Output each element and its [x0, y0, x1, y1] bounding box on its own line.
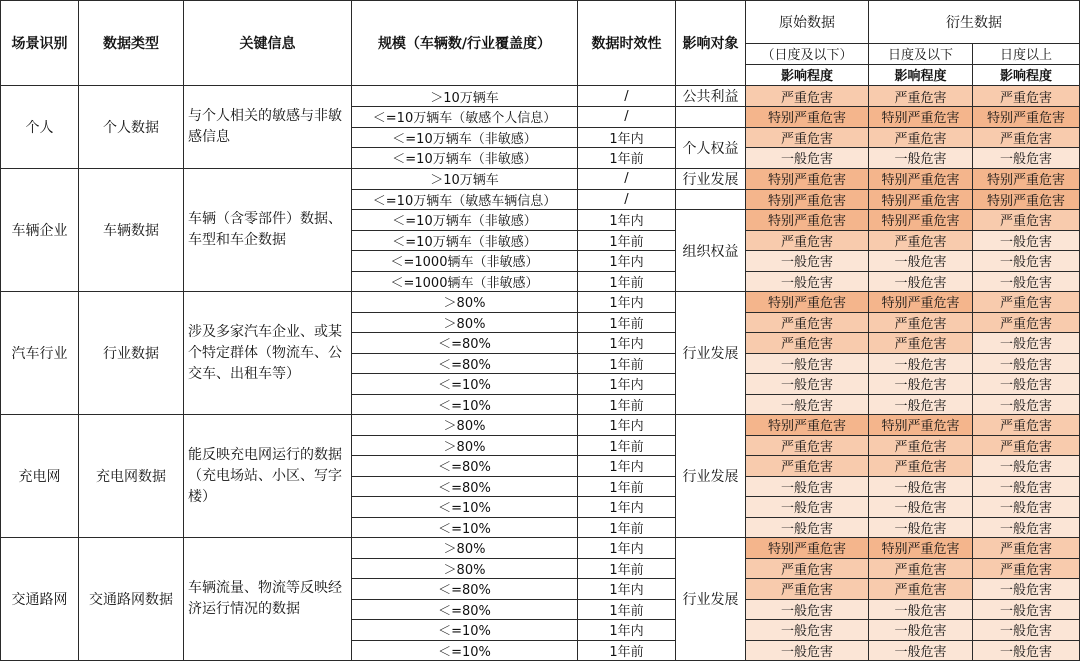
- scale-cell: ＜=1000辆车（非敏感）: [352, 251, 578, 272]
- scale-cell: ＞80%: [352, 558, 578, 579]
- impact-original-cell: 一般危害: [746, 599, 869, 620]
- table-row: [1, 168, 1080, 189]
- impact-original-cell: 特别严重危害: [746, 107, 869, 128]
- impact-derived-daily-below-cell: 特别严重危害: [869, 538, 973, 559]
- impact-original-cell: 一般危害: [746, 271, 869, 292]
- impact-derived-daily-above-cell: 一般危害: [973, 353, 1080, 374]
- timeliness-cell: 1年内: [578, 497, 676, 518]
- impact-original-cell: 特别严重危害: [746, 538, 869, 559]
- timeliness-cell: 1年前: [578, 476, 676, 497]
- impact-derived-daily-above-cell: 特别严重危害: [973, 107, 1080, 128]
- impact-original-cell: 特别严重危害: [746, 292, 869, 313]
- impact-original-cell: 特别严重危害: [746, 415, 869, 436]
- impact-derived-daily-above-cell: 一般危害: [973, 148, 1080, 169]
- timeliness-cell: 1年内: [578, 538, 676, 559]
- impact-derived-daily-below-cell: 特别严重危害: [869, 189, 973, 210]
- impact-derived-daily-below-cell: 一般危害: [869, 251, 973, 272]
- header-scale: 规模（车辆数/行业覆盖度）: [352, 1, 578, 86]
- timeliness-cell: 1年内: [578, 292, 676, 313]
- timeliness-cell: 1年内: [578, 251, 676, 272]
- scale-cell: ＜=1000辆车（非敏感）: [352, 271, 578, 292]
- header-timeliness: 数据时效性: [578, 1, 676, 86]
- scale-cell: ＜=10万辆车（非敏感）: [352, 210, 578, 231]
- timeliness-cell: /: [578, 107, 676, 128]
- scale-cell: ＜=80%: [352, 333, 578, 354]
- timeliness-cell: 1年前: [578, 271, 676, 292]
- scale-cell: ＞80%: [352, 312, 578, 333]
- impact-derived-daily-below-cell: 严重危害: [869, 558, 973, 579]
- header-key-info: 关键信息: [184, 1, 352, 86]
- scale-cell: ＜=80%: [352, 456, 578, 477]
- header-derived: 衍生数据: [869, 1, 1080, 44]
- scale-cell: ＞10万辆车: [352, 168, 578, 189]
- impact-derived-daily-below-cell: 严重危害: [869, 333, 973, 354]
- impact-derived-daily-below-cell: 一般危害: [869, 497, 973, 518]
- scale-cell: ＜=10万辆车（非敏感）: [352, 230, 578, 251]
- scale-cell: ＜=10%: [352, 640, 578, 661]
- impact-original-cell: 严重危害: [746, 312, 869, 333]
- key-info-cell: 与个人相关的敏感与非敏感信息: [184, 86, 352, 169]
- impact-derived-daily-above-cell: 一般危害: [973, 476, 1080, 497]
- impact-derived-daily-above-cell: 一般危害: [973, 394, 1080, 415]
- scene-cell: 个人: [1, 86, 79, 169]
- impact-derived-daily-below-cell: 一般危害: [869, 394, 973, 415]
- impact-derived-daily-above-cell: 一般危害: [973, 599, 1080, 620]
- timeliness-cell: 1年前: [578, 558, 676, 579]
- impact-derived-daily-below-cell: 严重危害: [869, 86, 973, 107]
- timeliness-cell: /: [578, 189, 676, 210]
- scale-cell: ＜=80%: [352, 476, 578, 497]
- scale-cell: ＞80%: [352, 538, 578, 559]
- impact-original-cell: 严重危害: [746, 579, 869, 600]
- scale-cell: ＜=10万辆车（非敏感）: [352, 127, 578, 148]
- header-original-daily-below: （日度及以下）: [746, 43, 869, 64]
- scale-cell: ＜=10%: [352, 497, 578, 518]
- table-row: [1, 538, 1080, 559]
- header-original: 原始数据: [746, 1, 869, 44]
- impact-original-cell: 严重危害: [746, 333, 869, 354]
- header-scene: 场景识别: [1, 1, 79, 86]
- impact-derived-daily-above-cell: 一般危害: [973, 230, 1080, 251]
- affected-object-cell: 行业发展: [676, 292, 746, 415]
- impact-derived-daily-above-cell: 严重危害: [973, 127, 1080, 148]
- impact-original-cell: 严重危害: [746, 86, 869, 107]
- impact-original-cell: 一般危害: [746, 251, 869, 272]
- scale-cell: ＜=10%: [352, 374, 578, 395]
- header-affected: 影响对象: [676, 1, 746, 86]
- timeliness-cell: 1年内: [578, 579, 676, 600]
- scale-cell: ＜=80%: [352, 579, 578, 600]
- impact-derived-daily-below-cell: 一般危害: [869, 271, 973, 292]
- impact-derived-daily-above-cell: 特别严重危害: [973, 168, 1080, 189]
- impact-original-cell: 严重危害: [746, 435, 869, 456]
- affected-object-cell: 行业发展: [676, 168, 746, 189]
- timeliness-cell: /: [578, 168, 676, 189]
- header-data-type: 数据类型: [79, 1, 184, 86]
- impact-derived-daily-above-cell: 一般危害: [973, 640, 1080, 661]
- table-row: [1, 415, 1080, 436]
- timeliness-cell: 1年内: [578, 620, 676, 641]
- impact-derived-daily-below-cell: 一般危害: [869, 374, 973, 395]
- impact-derived-daily-above-cell: 严重危害: [973, 415, 1080, 436]
- data-type-cell: 充电网数据: [79, 415, 184, 538]
- timeliness-cell: 1年内: [578, 210, 676, 231]
- impact-derived-daily-above-cell: 一般危害: [973, 251, 1080, 272]
- scale-cell: ＜=10万辆车（非敏感）: [352, 148, 578, 169]
- scale-cell: ＞80%: [352, 435, 578, 456]
- table-row: [1, 86, 1080, 107]
- impact-derived-daily-below-cell: 一般危害: [869, 476, 973, 497]
- timeliness-cell: 1年内: [578, 456, 676, 477]
- timeliness-cell: 1年内: [578, 127, 676, 148]
- timeliness-cell: 1年前: [578, 517, 676, 538]
- timeliness-cell: 1年内: [578, 333, 676, 354]
- impact-derived-daily-above-cell: 严重危害: [973, 435, 1080, 456]
- data-type-cell: 车辆数据: [79, 168, 184, 292]
- timeliness-cell: 1年前: [578, 148, 676, 169]
- impact-derived-daily-above-cell: 一般危害: [973, 579, 1080, 600]
- impact-derived-daily-above-cell: 严重危害: [973, 538, 1080, 559]
- header-impact-original: 影响程度: [746, 64, 869, 85]
- impact-derived-daily-below-cell: 严重危害: [869, 312, 973, 333]
- timeliness-cell: 1年前: [578, 353, 676, 374]
- timeliness-cell: /: [578, 86, 676, 107]
- impact-original-cell: 一般危害: [746, 517, 869, 538]
- impact-derived-daily-below-cell: 特别严重危害: [869, 107, 973, 128]
- header-derived-daily-below: 日度及以下: [869, 43, 973, 64]
- scale-cell: ＞10万辆车: [352, 86, 578, 107]
- impact-derived-daily-above-cell: 特别严重危害: [973, 189, 1080, 210]
- timeliness-cell: 1年前: [578, 312, 676, 333]
- key-info-cell: 车辆流量、物流等反映经济运行情况的数据: [184, 538, 352, 661]
- timeliness-cell: 1年前: [578, 394, 676, 415]
- scene-cell: 汽车行业: [1, 292, 79, 415]
- impact-derived-daily-below-cell: 一般危害: [869, 620, 973, 641]
- impact-derived-daily-above-cell: 一般危害: [973, 271, 1080, 292]
- impact-derived-daily-below-cell: 特别严重危害: [869, 210, 973, 231]
- key-info-cell: 车辆（含零部件）数据、车型和车企数据: [184, 168, 352, 292]
- header-impact-derived-below: 影响程度: [869, 64, 973, 85]
- timeliness-cell: 1年前: [578, 230, 676, 251]
- impact-derived-daily-below-cell: 特别严重危害: [869, 292, 973, 313]
- table-header: [1, 1, 1080, 86]
- data-type-cell: 行业数据: [79, 292, 184, 415]
- data-type-cell: 交通路网数据: [79, 538, 184, 661]
- impact-original-cell: 一般危害: [746, 394, 869, 415]
- impact-derived-daily-below-cell: 严重危害: [869, 230, 973, 251]
- impact-original-cell: 特别严重危害: [746, 210, 869, 231]
- impact-original-cell: 严重危害: [746, 558, 869, 579]
- impact-original-cell: 特别严重危害: [746, 168, 869, 189]
- table-body: [1, 86, 1080, 661]
- impact-derived-daily-below-cell: 一般危害: [869, 599, 973, 620]
- scale-cell: ＜=10%: [352, 517, 578, 538]
- impact-original-cell: 一般危害: [746, 620, 869, 641]
- impact-original-cell: 一般危害: [746, 148, 869, 169]
- data-type-cell: 个人数据: [79, 86, 184, 169]
- impact-derived-daily-below-cell: 一般危害: [869, 148, 973, 169]
- impact-derived-daily-below-cell: 严重危害: [869, 579, 973, 600]
- impact-derived-daily-below-cell: 一般危害: [869, 517, 973, 538]
- scale-cell: ＜=10万辆车（敏感个人信息）: [352, 107, 578, 128]
- affected-object-cell: 行业发展: [676, 415, 746, 538]
- scene-cell: 充电网: [1, 415, 79, 538]
- impact-derived-daily-below-cell: 特别严重危害: [869, 415, 973, 436]
- impact-original-cell: 一般危害: [746, 353, 869, 374]
- impact-derived-daily-above-cell: 一般危害: [973, 497, 1080, 518]
- impact-original-cell: 一般危害: [746, 374, 869, 395]
- scale-cell: ＜=10%: [352, 620, 578, 641]
- scene-cell: 交通路网: [1, 538, 79, 661]
- affected-object-cell: 个人权益: [676, 127, 746, 168]
- timeliness-cell: 1年前: [578, 599, 676, 620]
- impact-derived-daily-above-cell: 严重危害: [973, 86, 1080, 107]
- impact-original-cell: 一般危害: [746, 640, 869, 661]
- impact-derived-daily-above-cell: 一般危害: [973, 456, 1080, 477]
- header-derived-daily-above: 日度以上: [973, 43, 1080, 64]
- scale-cell: ＜=10万辆车（敏感车辆信息）: [352, 189, 578, 210]
- affected-object-cell: 行业发展: [676, 538, 746, 661]
- affected-object-cell: [676, 107, 746, 128]
- table-row: [1, 292, 1080, 313]
- timeliness-cell: 1年前: [578, 435, 676, 456]
- impact-derived-daily-above-cell: 一般危害: [973, 333, 1080, 354]
- impact-derived-daily-above-cell: 一般危害: [973, 517, 1080, 538]
- affected-object-cell: 组织权益: [676, 210, 746, 292]
- scale-cell: ＜=10%: [352, 394, 578, 415]
- affected-object-cell: 公共利益: [676, 86, 746, 107]
- impact-original-cell: 一般危害: [746, 476, 869, 497]
- key-info-cell: 涉及多家汽车企业、或某个特定群体（物流车、公交车、出租车等）: [184, 292, 352, 415]
- timeliness-cell: 1年前: [578, 640, 676, 661]
- key-info-cell: 能反映充电网运行的数据（充电场站、小区、写字楼）: [184, 415, 352, 538]
- impact-derived-daily-below-cell: 一般危害: [869, 353, 973, 374]
- impact-original-cell: 特别严重危害: [746, 189, 869, 210]
- scene-cell: 车辆企业: [1, 168, 79, 292]
- timeliness-cell: 1年内: [578, 374, 676, 395]
- impact-derived-daily-below-cell: 特别严重危害: [869, 168, 973, 189]
- header-impact-derived-above: 影响程度: [973, 64, 1080, 85]
- impact-derived-daily-below-cell: 严重危害: [869, 127, 973, 148]
- impact-derived-daily-below-cell: 严重危害: [869, 435, 973, 456]
- affected-object-cell: [676, 189, 746, 210]
- scale-cell: ＞80%: [352, 415, 578, 436]
- impact-derived-daily-above-cell: 严重危害: [973, 558, 1080, 579]
- impact-derived-daily-above-cell: 严重危害: [973, 210, 1080, 231]
- impact-original-cell: 严重危害: [746, 127, 869, 148]
- scale-cell: ＞80%: [352, 292, 578, 313]
- impact-original-cell: 一般危害: [746, 497, 869, 518]
- impact-derived-daily-above-cell: 严重危害: [973, 292, 1080, 313]
- scale-cell: ＜=80%: [352, 353, 578, 374]
- impact-derived-daily-above-cell: 一般危害: [973, 620, 1080, 641]
- impact-derived-daily-above-cell: 一般危害: [973, 374, 1080, 395]
- scale-cell: ＜=80%: [352, 599, 578, 620]
- impact-original-cell: 严重危害: [746, 230, 869, 251]
- impact-derived-daily-above-cell: 严重危害: [973, 312, 1080, 333]
- impact-original-cell: 严重危害: [746, 456, 869, 477]
- impact-derived-daily-below-cell: 一般危害: [869, 640, 973, 661]
- impact-derived-daily-below-cell: 严重危害: [869, 456, 973, 477]
- timeliness-cell: 1年内: [578, 415, 676, 436]
